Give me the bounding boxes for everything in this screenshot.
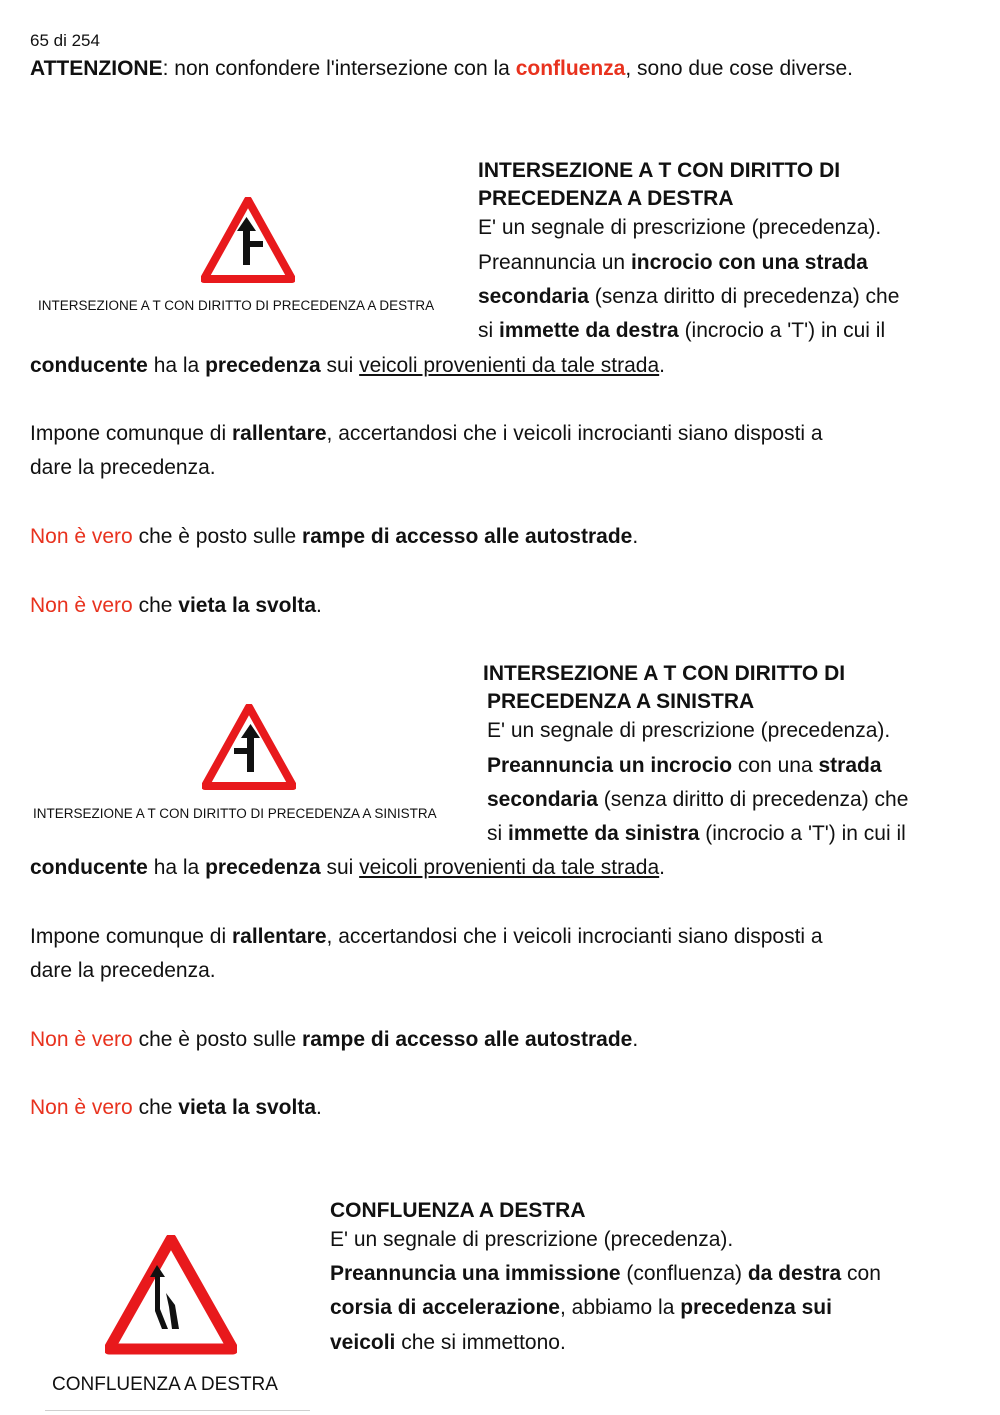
- text-run-bold: rallentare: [231, 422, 327, 445]
- text-run-bold: da destra: [747, 1262, 842, 1285]
- text-run: che: [132, 594, 179, 617]
- text-run: che è posto sulle: [132, 525, 303, 548]
- body-line: [30, 417, 823, 451]
- body-line: E' un segnale di prescrizione (precedenza).: [330, 1228, 734, 1251]
- false-label: Non è vero: [30, 1028, 133, 1051]
- false-statement: [30, 1091, 322, 1125]
- text-run: (incrocio a 'T') in cui il: [699, 822, 906, 845]
- warning-sign-t-intersection-right-icon: [201, 197, 295, 283]
- section-title: [483, 660, 845, 716]
- text-run-bold: veicoli: [330, 1331, 396, 1354]
- body-line: [330, 1326, 566, 1360]
- body-line: [478, 246, 868, 280]
- text-run: si: [478, 319, 499, 342]
- text-run: .: [632, 1028, 639, 1051]
- section-title: CONFLUENZA A DESTRA: [330, 1199, 586, 1222]
- text-run-underlined: veicoli provenienti da tale strada: [359, 856, 660, 879]
- text-run: ha la: [147, 856, 206, 879]
- body-line: [330, 1257, 881, 1291]
- body-line: dare la precedenza.: [30, 456, 216, 479]
- text-run: che si immettono.: [395, 1331, 566, 1354]
- text-run-bold: immette da sinistra: [508, 822, 700, 845]
- false-statement: [30, 520, 638, 554]
- text-run: che è posto sulle: [132, 1028, 303, 1051]
- text-run-bold: precedenza: [205, 856, 321, 879]
- text-run-bold: vieta la svolta: [178, 594, 317, 617]
- text-run: .: [316, 594, 322, 617]
- text-run-bold: secondaria: [487, 788, 598, 811]
- body-line: E' un segnale di prescrizione (precedenza).: [487, 719, 891, 742]
- text-run-bold: rampe di accesso alle autostrade: [302, 1028, 633, 1051]
- false-statement: [30, 589, 322, 623]
- body-line: [487, 783, 908, 817]
- text-run: Preannuncia un: [478, 251, 631, 274]
- attention-text-b: , sono due cose diverse.: [625, 57, 854, 80]
- text-run: (senza diritto di precedenza) che: [597, 788, 909, 811]
- text-run-bold: strada: [818, 754, 882, 777]
- text-run-bold: Preannuncia una immissione: [330, 1262, 621, 1285]
- body-line: dare la precedenza.: [30, 959, 216, 982]
- attention-highlight: confluenza: [515, 57, 626, 80]
- text-run: sui: [320, 856, 360, 879]
- false-label: Non è vero: [30, 1096, 133, 1119]
- text-run: .: [632, 525, 639, 548]
- body-line: [487, 817, 906, 851]
- text-run: ha la: [147, 354, 206, 377]
- body-line: [30, 851, 665, 885]
- warning-sign-t-intersection-left-icon: [202, 704, 296, 790]
- body-line: [30, 920, 823, 954]
- body-line: [30, 349, 665, 383]
- sign-caption: INTERSEZIONE A T CON DIRITTO DI PRECEDENZA A DESTRA: [38, 298, 435, 313]
- body-line: [478, 280, 899, 314]
- text-run-bold: rallentare: [231, 925, 327, 948]
- text-run: .: [659, 856, 666, 879]
- text-run-bold: incrocio con una strada: [630, 251, 868, 274]
- text-run-underlined: veicoli provenienti da tale strada: [359, 354, 660, 377]
- body-line: E' un segnale di prescrizione (precedenza).: [478, 216, 882, 239]
- warning-sign-merge-right-icon: [105, 1235, 237, 1355]
- section-title-line: INTERSEZIONE A T CON DIRITTO DI: [478, 159, 841, 182]
- text-run-bold: precedenza sui: [680, 1296, 832, 1319]
- page-number: 65 di 254: [30, 31, 100, 50]
- caption-divider: [45, 1410, 310, 1411]
- text-run-bold: immette da destra: [499, 319, 679, 342]
- text-run: si: [487, 822, 508, 845]
- text-run: , accertandosi che i veicoli incrocianti siano disposti a: [326, 925, 823, 948]
- text-run-bold: Preannuncia un incrocio: [487, 754, 733, 777]
- text-run: (confluenza): [620, 1262, 748, 1285]
- sign-caption: INTERSEZIONE A T CON DIRITTO DI PRECEDENZA A SINISTRA: [33, 806, 437, 821]
- text-run: che: [132, 1096, 179, 1119]
- section-title-line: PRECEDENZA A SINISTRA: [487, 690, 755, 713]
- text-run: (senza diritto di precedenza) che: [588, 285, 900, 308]
- text-run-bold: rampe di accesso alle autostrade: [302, 525, 633, 548]
- text-run-bold: precedenza: [205, 354, 321, 377]
- false-label: Non è vero: [30, 594, 133, 617]
- text-run-bold: corsia di accelerazione: [330, 1296, 560, 1319]
- text-run: Impone comunque di: [30, 925, 232, 948]
- body-line: [330, 1291, 832, 1325]
- text-run-bold: vieta la svolta: [178, 1096, 317, 1119]
- text-run: con una: [732, 754, 819, 777]
- body-line: [478, 314, 885, 348]
- false-statement: [30, 1023, 638, 1057]
- text-run: (incrocio a 'T') in cui il: [678, 319, 886, 342]
- text-run: .: [316, 1096, 322, 1119]
- section-title-line: PRECEDENZA A DESTRA: [478, 187, 734, 210]
- text-run: .: [659, 354, 666, 377]
- attention-notice: [30, 52, 853, 86]
- attention-label: ATTENZIONE: [30, 57, 163, 80]
- text-run: , abbiamo la: [559, 1296, 681, 1319]
- section-title: [478, 157, 840, 213]
- sign-caption: CONFLUENZA A DESTRA: [52, 1374, 278, 1395]
- text-run-bold: conducente: [30, 354, 148, 377]
- attention-text-a: : non confondere l'intersezione con la: [162, 57, 516, 80]
- text-run-bold: secondaria: [478, 285, 589, 308]
- section-title-line: INTERSEZIONE A T CON DIRITTO DI: [483, 662, 846, 685]
- text-run: Impone comunque di: [30, 422, 232, 445]
- body-line: [487, 749, 882, 783]
- text-run: sui: [320, 354, 360, 377]
- text-run: con: [841, 1262, 881, 1285]
- false-label: Non è vero: [30, 525, 133, 548]
- text-run-bold: conducente: [30, 856, 148, 879]
- text-run: , accertandosi che i veicoli incrocianti siano disposti a: [326, 422, 823, 445]
